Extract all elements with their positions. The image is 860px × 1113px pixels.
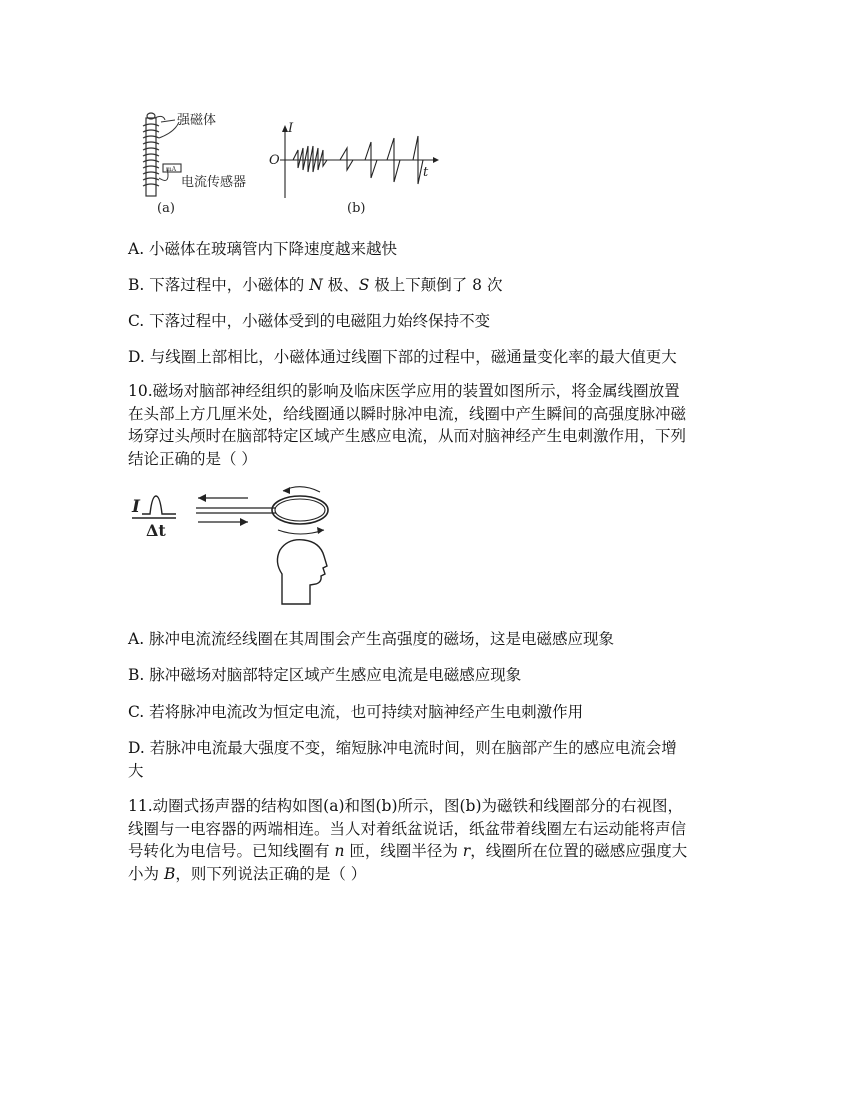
axis-origin-label: O: [269, 153, 280, 168]
q9-option-a: A. 小磁体在玻璃管内下降速度越来越快: [128, 240, 398, 258]
glass-tube-diagram: [143, 113, 181, 196]
svg-text:mA: mA: [166, 166, 177, 173]
fig-label-i: I: [132, 497, 140, 517]
q10-stem: [128, 380, 738, 470]
q10-stem-line: 10.磁场对脑部神经组织的影响及临床医学应用的装置如图所示，将金属线圈放置: [128, 382, 680, 400]
q10-stem-line: 场穿过头颅时在脑部特定区域产生感应电流，从而对脑神经产生电刺激作用，下列: [128, 427, 687, 445]
q11-stem-line: 11.动圈式扬声器的结构如图(a)和图(b)所示，图(b)为磁铁和线圈部分的右视图，: [128, 797, 684, 815]
head-icon: [277, 540, 327, 604]
label-sensor: 电流传感器: [181, 175, 247, 190]
q10-option-c: C. 若将脉冲电流改为恒定电流，也可持续对脑神经产生电刺激作用: [128, 703, 584, 721]
label-magnet: 强磁体: [177, 113, 217, 128]
q10-option-b: B. 脉冲磁场对脑部特定区域产生感应电流是电磁感应现象: [128, 666, 522, 684]
q9-option-d: D. 与线圈上部相比，小磁体通过线圈下部的过程中，磁通量变化率的最大值更大: [128, 348, 677, 366]
q10-stem-line: 在头部上方几厘米处，给线圈通以瞬时脉冲电流，线圈中产生瞬间的高强度脉冲磁: [128, 404, 687, 423]
q11-stem: [128, 795, 738, 885]
q11-stem-line: 小为 B，则下列说法正确的是（ ）: [128, 864, 367, 883]
figure-magnet-tube-and-current-graph: [135, 108, 445, 220]
q10-option-a: A. 脉冲电流流经线圈在其周围会产生高强度的磁场，这是电磁感应现象: [128, 630, 615, 648]
caption-b: (b): [347, 201, 366, 216]
q11-stem-line: 号转化为电信号。已知线圈有 n 匝，线圈半径为 r，线圈所在位置的磁感应强度大: [128, 842, 688, 860]
figure-pulse-coil-head: [128, 478, 368, 608]
axis-t-label: t: [423, 165, 429, 180]
q10-option-d: D. 若脉冲电流最大强度不变，缩短脉冲电流时间，则在脑部产生的感应电流会增 大: [128, 739, 677, 780]
q9-option-b: B. 下落过程中，小磁体的 N 极、S 极上下颠倒了 8 次: [128, 276, 503, 294]
axis-i-label: I: [288, 121, 294, 136]
fig-label-dt: Δt: [146, 521, 166, 540]
q11-stem-line: 线圈与一电容器的两端相连。当人对着纸盆说话，纸盆带着线圈左右运动能将声信: [128, 819, 687, 838]
caption-a: (a): [157, 201, 175, 216]
q9-option-c: C. 下落过程中，小磁体受到的电磁阻力始终保持不变: [128, 312, 491, 330]
q10-stem-line: 结论正确的是（ ）: [128, 449, 257, 468]
current-time-graph: [280, 125, 439, 198]
